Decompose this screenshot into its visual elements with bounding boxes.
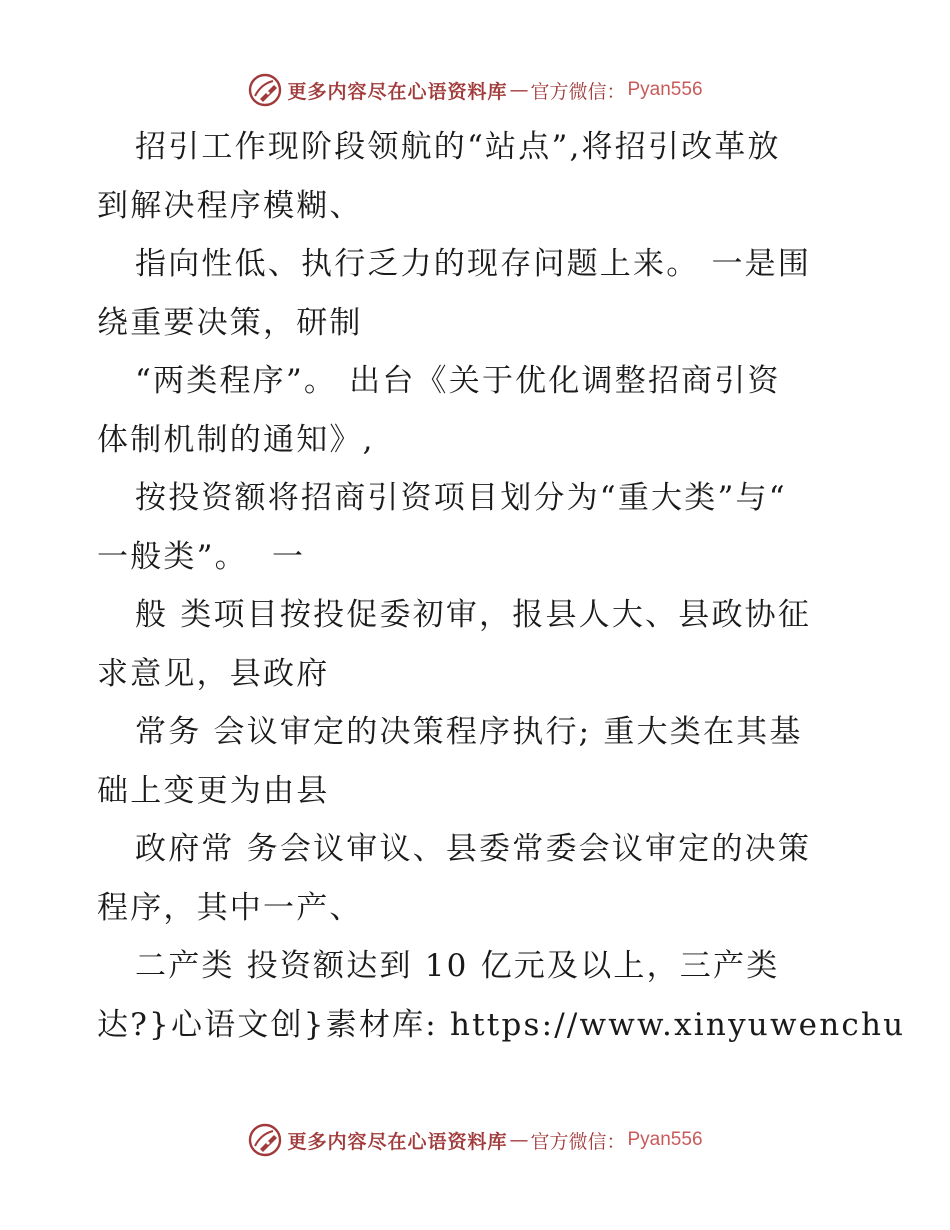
banner-wechat-id: Pyan556 — [627, 1129, 703, 1150]
banner-wechat-id: Pyan556 — [627, 79, 703, 100]
body-line: 政府常 务会议审议、县委常委会议审定的决策 — [135, 831, 812, 867]
body-line: 程序，其中一产、 — [97, 889, 363, 926]
body-line: 按投资额将招商引资项目划分为“重大类”与“ — [135, 480, 787, 516]
banner-brand-text: 更多内容尽在心语资料库 — [287, 1130, 508, 1153]
banner-dash: — — [509, 79, 529, 101]
banner-dash: — — [509, 1129, 529, 1151]
body-line: 般 类项目按投促委初审，报县人大、县政协征 — [135, 597, 812, 633]
body-line: 招引工作现阶段领航的“站点”,将招引改革放 — [135, 129, 781, 165]
body-line-url: 达?}心语文创}素材库: https://www.xinyuwenchu — [97, 1006, 906, 1043]
body-line: 指向性低、执行乏力的现存问题上来。 一是围 — [135, 246, 812, 282]
document-body — [97, 118, 906, 1054]
body-line: 二产类 投资额达到 10 亿元及以上，三产类 — [135, 948, 780, 984]
banner-official-label: 官方微信： — [530, 80, 626, 103]
pen-logo-icon — [247, 72, 283, 108]
header-banner — [0, 70, 950, 110]
body-line: 一般类”。 一 — [97, 538, 306, 575]
body-line: 绕重要决策，研制 — [97, 304, 363, 341]
footer-banner — [0, 1120, 950, 1160]
body-line: “两类程序”。 出台《关于优化调整招商引资 — [135, 363, 781, 399]
banner-brand-text: 更多内容尽在心语资料库 — [287, 80, 508, 103]
body-line: 常务 会议审定的决策程序执行; 重大类在其基 — [135, 714, 803, 750]
body-line: 到解决程序模糊、 — [97, 187, 363, 224]
body-line: 求意见，县政府 — [97, 655, 330, 692]
pen-logo-icon — [247, 1122, 283, 1158]
body-line: 础上变更为由县 — [97, 772, 330, 809]
body-line: 体制机制的通知》, — [97, 421, 375, 458]
banner-official-label: 官方微信： — [530, 1130, 626, 1153]
